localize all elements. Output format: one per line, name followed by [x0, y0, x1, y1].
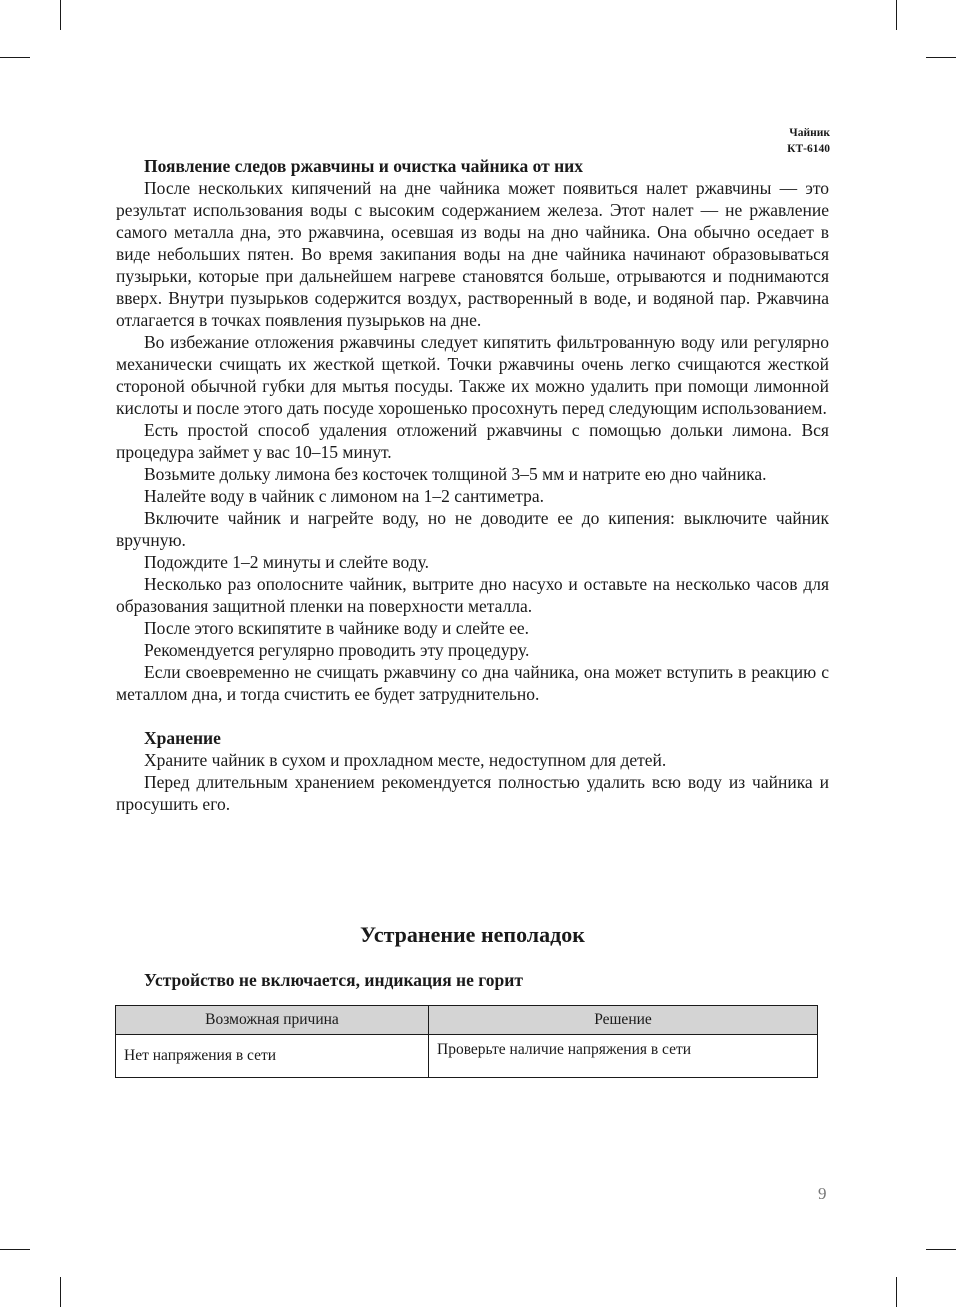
storage-paragraph: Храните чайник в сухом и прохладном месте, недоступном для детей. — [144, 750, 667, 770]
rust-paragraph: Рекомендуется регулярно проводить эту процедуру. — [144, 640, 530, 660]
rust-paragraph: Включите чайник и нагрейте воду, но не доводите ее до кипения: выключите чайник вручную. — [116, 508, 829, 550]
running-header — [787, 125, 830, 157]
rust-paragraph: Несколько раз ополосните чайник, вытрите дно насухо и оставьте на несколько часов для образования защитной пленки на поверхности металла. — [116, 574, 829, 616]
table-row — [116, 1035, 818, 1078]
table-header-row — [116, 1006, 818, 1035]
table-header-solution: Решение — [429, 1006, 818, 1035]
storage-section-title: Хранение — [144, 728, 221, 748]
section-spacer — [116, 705, 829, 727]
rust-paragraph: После этого вскипятите в чайнике воду и слейте ее. — [144, 618, 530, 638]
troubleshooting-case-title: Устройство не включается, индикация не горит — [144, 970, 523, 990]
header-product: Чайник — [789, 127, 830, 139]
table-cell-solution: Проверьте наличие напряжения в сети — [429, 1035, 818, 1078]
rust-paragraph: Налейте воду в чайник с лимоном на 1–2 сантиметра. — [144, 486, 544, 506]
table-cell-cause: Нет напряжения в сети — [116, 1035, 429, 1078]
crop-mark-bottom-left — [60, 1277, 61, 1307]
table-header-cause: Возможная причина — [116, 1006, 429, 1035]
crop-mark-top-right — [896, 0, 897, 30]
rust-paragraph: Подождите 1–2 минуты и слейте воду. — [144, 552, 430, 572]
crop-mark-left-top — [0, 57, 30, 58]
storage-paragraph: Перед длительным хранением рекомендуется полностью удалить всю воду из чайника и просушить его. — [116, 772, 829, 814]
crop-mark-top-left — [60, 0, 61, 30]
rust-paragraph: Есть простой способ удаления отложений ржавчины с помощью дольки лимона. Вся процедура займет у вас 10–15 минут. — [116, 420, 829, 462]
rust-paragraph: Во избежание отложения ржавчины следует кипятить фильтрованную воду или регулярно механически счищать их жесткой щеткой. Точки ржавчины очень легко счищаются жесткой стороной обычной губки для мытья посуды. Также их можно удалить при помощи лимонной кислоты и после этого дать посуде хорошенько просохнуть перед следующим использованием. — [116, 332, 829, 418]
rust-paragraph: После нескольких кипячений на дне чайника может появиться налет ржавчины — это результат использования воды с высоким содержанием железа. Этот налет — не ржавление самого металла дна, это ржавчина, осевшая из воды на дно чайника. Она обычно оседает в виде небольших пятен. Во время закипания воды на дне чайника начинают образовываться пузырьки, которые при дальнейшем нагреве становятся больше, отрываются и поднимаются вверх. Внутри пузырьков содержится воздух, растворенный в воде, и водяной пар. Ржавчина отлагается в точках появления пузырьков на дне. — [116, 178, 829, 330]
troubleshooting-title: Устранение неполадок — [360, 922, 585, 947]
crop-mark-right-bottom — [926, 1249, 956, 1250]
header-model: КТ-6140 — [787, 143, 830, 155]
page-number: 9 — [818, 1184, 827, 1203]
rust-paragraph: Если своевременно не счищать ржавчину со дна чайника, она может вступить в реакцию с металлом дна, и тогда счистить ее будет затруднительно. — [116, 662, 829, 704]
rust-paragraph: Возьмите дольку лимона без косточек толщиной 3–5 мм и натрите ею дно чайника. — [144, 464, 767, 484]
troubleshooting-table — [115, 1005, 818, 1078]
crop-mark-right-top — [926, 57, 956, 58]
main-content — [116, 155, 829, 815]
rust-section-title: Появление следов ржавчины и очистка чайника от них — [144, 156, 583, 176]
crop-mark-bottom-right — [896, 1277, 897, 1307]
crop-mark-left-bottom — [0, 1249, 30, 1250]
